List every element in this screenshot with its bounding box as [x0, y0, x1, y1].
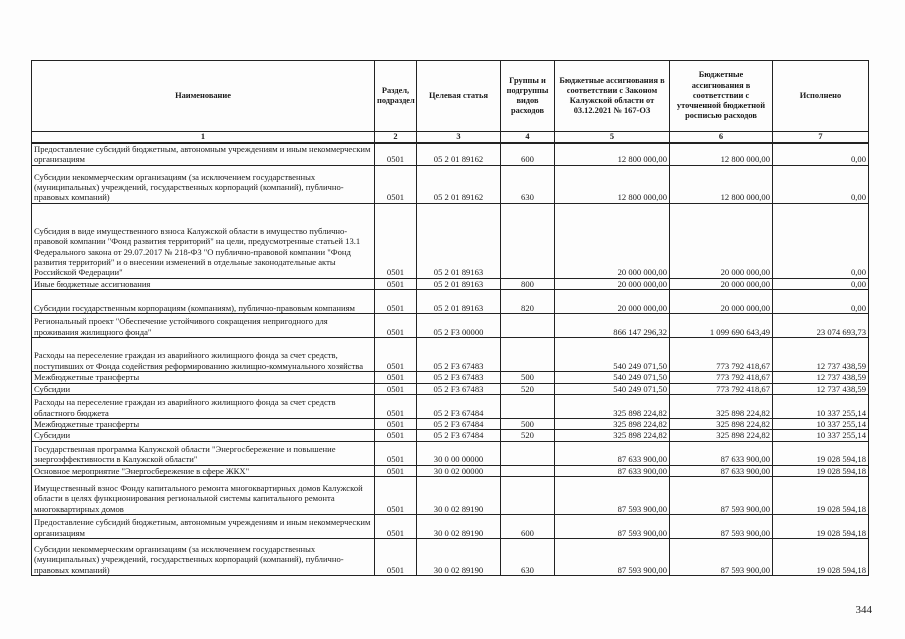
row-law: 20 000 000,00	[555, 290, 670, 314]
row-name: Имущественный взнос Фонду капитального ремонта многоквартирных домов Калужской области в целях функционирования региональной системы капитального ремонта многоквартирных домов	[32, 477, 375, 515]
row-name: Расходы на переселение граждан из аварийного жилищного фонда за счет средств областного бюджета	[32, 395, 375, 419]
table-row	[32, 314, 869, 338]
table-row	[32, 477, 869, 515]
header-law: Бюджетные ассигнования в соответствии с Законом Калужской области от 03.12.2021 № 167-ОЗ	[555, 61, 670, 132]
header-section: Раздел, подраздел	[375, 61, 417, 132]
row-law: 325 898 224,82	[555, 395, 670, 419]
row-refined: 325 898 224,82	[670, 430, 773, 441]
table-row	[32, 395, 869, 419]
column-number: 2	[375, 132, 417, 144]
row-group: 600	[501, 515, 555, 539]
row-section: 0501	[375, 515, 417, 539]
row-article: 30 0 00 00000	[417, 441, 501, 465]
row-executed: 19 028 594,18	[773, 465, 869, 476]
row-section: 0501	[375, 441, 417, 465]
row-name: Субсидия в виде имущественного взноса Калужской области в имущество публично-правовой компании "Фонд развития территорий" на цели, предусмотренные статьей 13.1 Федерального закона от 29.07.2017 № 218-ФЗ "О публично-правовой компании "Фонд развития территорий" и о внесении изменений в отдельные законодательные акты Российской Федерации"	[32, 203, 375, 278]
row-refined: 1 099 690 643,49	[670, 314, 773, 338]
row-law: 87 593 900,00	[555, 515, 670, 539]
column-number: 1	[32, 132, 375, 144]
row-section: 0501	[375, 165, 417, 203]
row-section: 0501	[375, 430, 417, 441]
header-name: Наименование	[32, 61, 375, 132]
row-refined: 773 792 418,67	[670, 383, 773, 394]
table-row	[32, 338, 869, 372]
row-refined: 773 792 418,67	[670, 338, 773, 372]
table-body	[32, 143, 869, 576]
row-law: 87 593 900,00	[555, 539, 670, 576]
row-law: 87 593 900,00	[555, 477, 670, 515]
row-article: 05 2 F3 67484	[417, 395, 501, 419]
row-executed: 0,00	[773, 143, 869, 165]
column-number: 7	[773, 132, 869, 144]
table-row	[32, 539, 869, 576]
row-section: 0501	[375, 338, 417, 372]
row-group: 820	[501, 290, 555, 314]
table-row	[32, 143, 869, 165]
table-row	[32, 165, 869, 203]
row-article: 05 2 F3 67483	[417, 383, 501, 394]
row-group	[501, 441, 555, 465]
row-section: 0501	[375, 203, 417, 278]
row-law: 20 000 000,00	[555, 278, 670, 289]
row-article: 05 2 01 89162	[417, 165, 501, 203]
row-executed: 23 074 693,73	[773, 314, 869, 338]
table-row	[32, 203, 869, 278]
row-name: Расходы на переселение граждан из аварийного жилищного фонда за счет средств, поступивших от Фонда содействия реформированию жилищно-коммунального хозяйства	[32, 338, 375, 372]
row-refined: 87 593 900,00	[670, 515, 773, 539]
row-law: 12 800 000,00	[555, 165, 670, 203]
row-section: 0501	[375, 383, 417, 394]
header-row	[32, 61, 869, 132]
table-row	[32, 465, 869, 476]
row-refined: 20 000 000,00	[670, 278, 773, 289]
row-name: Межбюджетные трансферты	[32, 372, 375, 383]
row-group	[501, 465, 555, 476]
row-law: 87 633 900,00	[555, 441, 670, 465]
header-executed: Исполнено	[773, 61, 869, 132]
row-refined: 12 800 000,00	[670, 165, 773, 203]
row-refined: 87 593 900,00	[670, 477, 773, 515]
header-refined: Бюджетные ассигнования в соответствии с уточненной бюджетной росписью расходов	[670, 61, 773, 132]
row-name: Субсидии некоммерческим организациям (за исключением государственных (муниципальных) учреждений, государственных корпораций (компаний), публично-правовых компаний)	[32, 539, 375, 576]
row-refined: 87 633 900,00	[670, 441, 773, 465]
row-executed: 19 028 594,18	[773, 477, 869, 515]
row-group: 800	[501, 278, 555, 289]
row-group: 520	[501, 430, 555, 441]
row-law: 866 147 296,32	[555, 314, 670, 338]
row-section: 0501	[375, 143, 417, 165]
row-article: 05 2 01 89163	[417, 278, 501, 289]
row-law: 12 800 000,00	[555, 143, 670, 165]
row-group	[501, 395, 555, 419]
table-row	[32, 278, 869, 289]
column-number: 5	[555, 132, 670, 144]
row-refined: 20 000 000,00	[670, 203, 773, 278]
row-section: 0501	[375, 314, 417, 338]
row-article: 05 2 F3 67484	[417, 419, 501, 430]
row-group	[501, 477, 555, 515]
row-refined: 773 792 418,67	[670, 372, 773, 383]
row-executed: 10 337 255,14	[773, 430, 869, 441]
column-number: 3	[417, 132, 501, 144]
row-law: 20 000 000,00	[555, 203, 670, 278]
row-refined: 87 633 900,00	[670, 465, 773, 476]
row-name: Предоставление субсидий бюджетным, автономным учреждениям и иным некоммерческим организациям	[32, 143, 375, 165]
row-executed: 0,00	[773, 278, 869, 289]
table-row	[32, 383, 869, 394]
row-article: 05 2 01 89162	[417, 143, 501, 165]
row-law: 325 898 224,82	[555, 419, 670, 430]
row-executed: 12 737 438,59	[773, 372, 869, 383]
row-section: 0501	[375, 477, 417, 515]
row-name: Иные бюджетные ассигнования	[32, 278, 375, 289]
row-group: 630	[501, 165, 555, 203]
row-name: Предоставление субсидий бюджетным, автономным учреждениям и иным некоммерческим организациям	[32, 515, 375, 539]
row-refined: 325 898 224,82	[670, 395, 773, 419]
row-article: 30 0 02 89190	[417, 477, 501, 515]
row-law: 87 633 900,00	[555, 465, 670, 476]
row-law: 540 249 071,50	[555, 338, 670, 372]
row-refined: 20 000 000,00	[670, 290, 773, 314]
row-name: Субсидии государственным корпорациям (компаниям), публично-правовым компаниям	[32, 290, 375, 314]
row-executed: 10 337 255,14	[773, 419, 869, 430]
row-group: 630	[501, 539, 555, 576]
row-section: 0501	[375, 465, 417, 476]
row-group: 520	[501, 383, 555, 394]
row-article: 05 2 01 89163	[417, 290, 501, 314]
header-group: Группы и подгруппы видов расходов	[501, 61, 555, 132]
row-section: 0501	[375, 539, 417, 576]
row-refined: 325 898 224,82	[670, 419, 773, 430]
row-name: Государственная программа Калужской области "Энергосбережение и повышение энергоэффективности в Калужской области"	[32, 441, 375, 465]
row-group	[501, 338, 555, 372]
row-section: 0501	[375, 395, 417, 419]
budget-table	[31, 60, 869, 576]
column-number: 6	[670, 132, 773, 144]
row-group	[501, 203, 555, 278]
header-article: Целевая статья	[417, 61, 501, 132]
row-law: 325 898 224,82	[555, 430, 670, 441]
row-executed: 19 028 594,18	[773, 441, 869, 465]
column-number: 4	[501, 132, 555, 144]
row-section: 0501	[375, 419, 417, 430]
row-name: Межбюджетные трансферты	[32, 419, 375, 430]
row-article: 05 2 F3 67483	[417, 338, 501, 372]
row-name: Основное мероприятие "Энергосбережение в сфере ЖКХ"	[32, 465, 375, 476]
row-executed: 12 737 438,59	[773, 338, 869, 372]
row-name: Субсидии	[32, 383, 375, 394]
row-executed: 0,00	[773, 203, 869, 278]
column-number-row	[32, 132, 869, 144]
row-law: 540 249 071,50	[555, 372, 670, 383]
row-article: 05 2 F3 67484	[417, 430, 501, 441]
page-number: 344	[855, 604, 872, 616]
row-executed: 0,00	[773, 165, 869, 203]
row-name: Субсидии	[32, 430, 375, 441]
row-article: 30 0 02 00000	[417, 465, 501, 476]
row-refined: 87 593 900,00	[670, 539, 773, 576]
row-group	[501, 314, 555, 338]
row-name: Региональный проект "Обеспечение устойчивого сокращения непригодного для проживания жилищного фонда"	[32, 314, 375, 338]
table-row	[32, 430, 869, 441]
table-row	[32, 515, 869, 539]
row-executed: 19 028 594,18	[773, 539, 869, 576]
row-article: 30 0 02 89190	[417, 515, 501, 539]
row-article: 05 2 F3 00000	[417, 314, 501, 338]
row-section: 0501	[375, 372, 417, 383]
row-group: 500	[501, 372, 555, 383]
table-row	[32, 441, 869, 465]
row-executed: 12 737 438,59	[773, 383, 869, 394]
row-executed: 0,00	[773, 290, 869, 314]
row-section: 0501	[375, 290, 417, 314]
row-law: 540 249 071,50	[555, 383, 670, 394]
table-row	[32, 419, 869, 430]
row-refined: 12 800 000,00	[670, 143, 773, 165]
table-row	[32, 372, 869, 383]
row-group: 500	[501, 419, 555, 430]
row-article: 30 0 02 89190	[417, 539, 501, 576]
row-section: 0501	[375, 278, 417, 289]
row-group: 600	[501, 143, 555, 165]
row-name: Субсидии некоммерческим организациям (за исключением государственных (муниципальных) учреждений, государственных корпораций (компаний), публично-правовых компаний)	[32, 165, 375, 203]
row-article: 05 2 01 89163	[417, 203, 501, 278]
table-row	[32, 290, 869, 314]
row-executed: 19 028 594,18	[773, 515, 869, 539]
row-article: 05 2 F3 67483	[417, 372, 501, 383]
row-executed: 10 337 255,14	[773, 395, 869, 419]
